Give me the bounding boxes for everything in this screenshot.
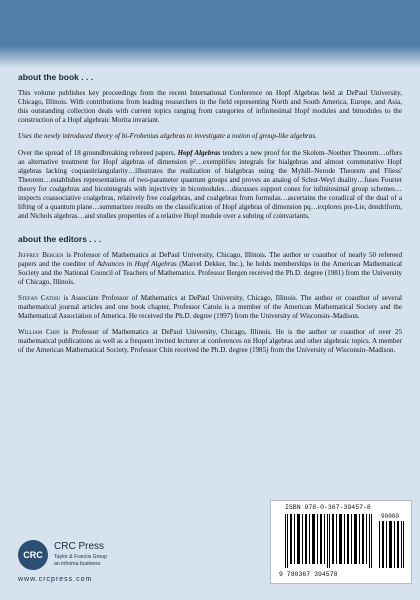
body-pre: Over the spread of 18 groundbreaking refereed papers,	[18, 149, 176, 157]
editor-bio	[18, 251, 402, 287]
editor-bio	[18, 328, 402, 355]
about-book-intro: This volume publishes key proceedings from the recent International Conference on Hopf Algebras held at DePaul University, Chicago, Illinois. With contributions from leading researchers in the field representing North and South America, Europe, and Asia, this outstanding collection deals with current topics ranging from categories of infinitesimal Hopf modules and bimodules to the construction of a Hopf algebraic Morita invariant.	[18, 89, 402, 124]
cover-top-band	[0, 0, 420, 68]
about-book-body	[18, 149, 402, 221]
editor-bio-title: Advances in Hopf Algebras	[96, 260, 177, 268]
editor-bio	[18, 294, 402, 321]
publisher-group: Taylor & Francis Group	[54, 554, 108, 560]
isbn-text: ISBN 978-0-367-39457-8	[285, 504, 371, 511]
publisher-tagline: an informa business	[54, 561, 101, 567]
publisher-url: www.crcpress.com	[18, 576, 93, 583]
price-barcode	[379, 521, 405, 568]
barcode-panel	[270, 500, 412, 584]
back-cover-text	[18, 72, 402, 362]
isbn-barcode	[285, 514, 373, 568]
body-post: tenders a new proof for the Skolem–Noether Theorem…offers an alternative treatment for Hopf algebras of dimension p²…exemplifies integrals for bialgebras and almost commutative Hopf algebras lacking coquasitriangularity…illustrates the realization of bialgebras using the Myhill–Nerode Theorem and Fliess' Theorem…establishes representations of two-parameter quantum groups and proves an analog of Schur-Weyl duality…fuses Fourier theory for coalgebras and bicointegrals with injectivity in bicomodules…discusses support cones for infinitesimal group schemes…inspects coassociative coalgebras, relatively free coalgebras, and coalgebras from formulas…ascertains the coradical of the dual of a lifting of a quantum plane…summarizes results on the classification of Hopf algebras of dimension pq…explores pre-Lie, dendriform, and Nichols algebras…and studies properties of a relative Hopf module over a subring of coinvariants.	[18, 149, 402, 220]
about-editors-heading: about the editors . . .	[18, 234, 102, 244]
publisher-name: CRC Press	[54, 541, 105, 552]
about-book-tagline: Uses the newly introduced theory of bi-Frobenius algebras to investigate a notion of group-like algebras.	[18, 132, 317, 140]
editor-bio-pre: is Professor of Mathematics at DePaul University, Chicago, Illinois. He is the author or coauthor of over 25 mathematical publications as well as a frequent invited lecturer at conferences on Hopf algebras and other algebraic topics. A member of the American Mathematical Society, Professor Chin received the Ph.D. degree (1985) from the University of Wisconsin–Madison.	[18, 328, 402, 354]
about-book-heading: about the book . . .	[18, 72, 94, 82]
book-title: Hopf Algebras	[177, 149, 221, 157]
price-code: 90000	[381, 513, 400, 520]
editor-bio-pre: is Associate Professor of Mathematics at DePaul University, Chicago, Illinois. The author or coauthor of several mathematical journal articles and one book chapter, Professor Catoiu is a member of the American Mathematical Society and the Mathematical Association of America. He received the Ph.D. degree (1997) from the University of Wisconsin–Madison.	[18, 294, 402, 320]
editor-name: Jeffrey Bergen	[18, 251, 64, 259]
editor-bio-pre: is Professor of Mathematics at DePaul University, Chicago, Illinois. The author or coauthor of nearly 50 refereed papers and the coeditor of	[18, 251, 402, 268]
crc-logo: CRC	[18, 540, 48, 570]
isbn-digits: 9 780367 394578	[279, 571, 338, 578]
editor-name: Stefan Catoiu	[18, 294, 61, 302]
editor-bio-post: (Marcel Dekker, Inc.), he holds memberships in the American Mathematical Society and the National Council of Teachers of Mathematics. Professor Bergen received the Ph.D. degree (1981) from the University of Chicago, Illinois.	[18, 260, 402, 286]
editor-name: William Chin	[18, 328, 60, 336]
